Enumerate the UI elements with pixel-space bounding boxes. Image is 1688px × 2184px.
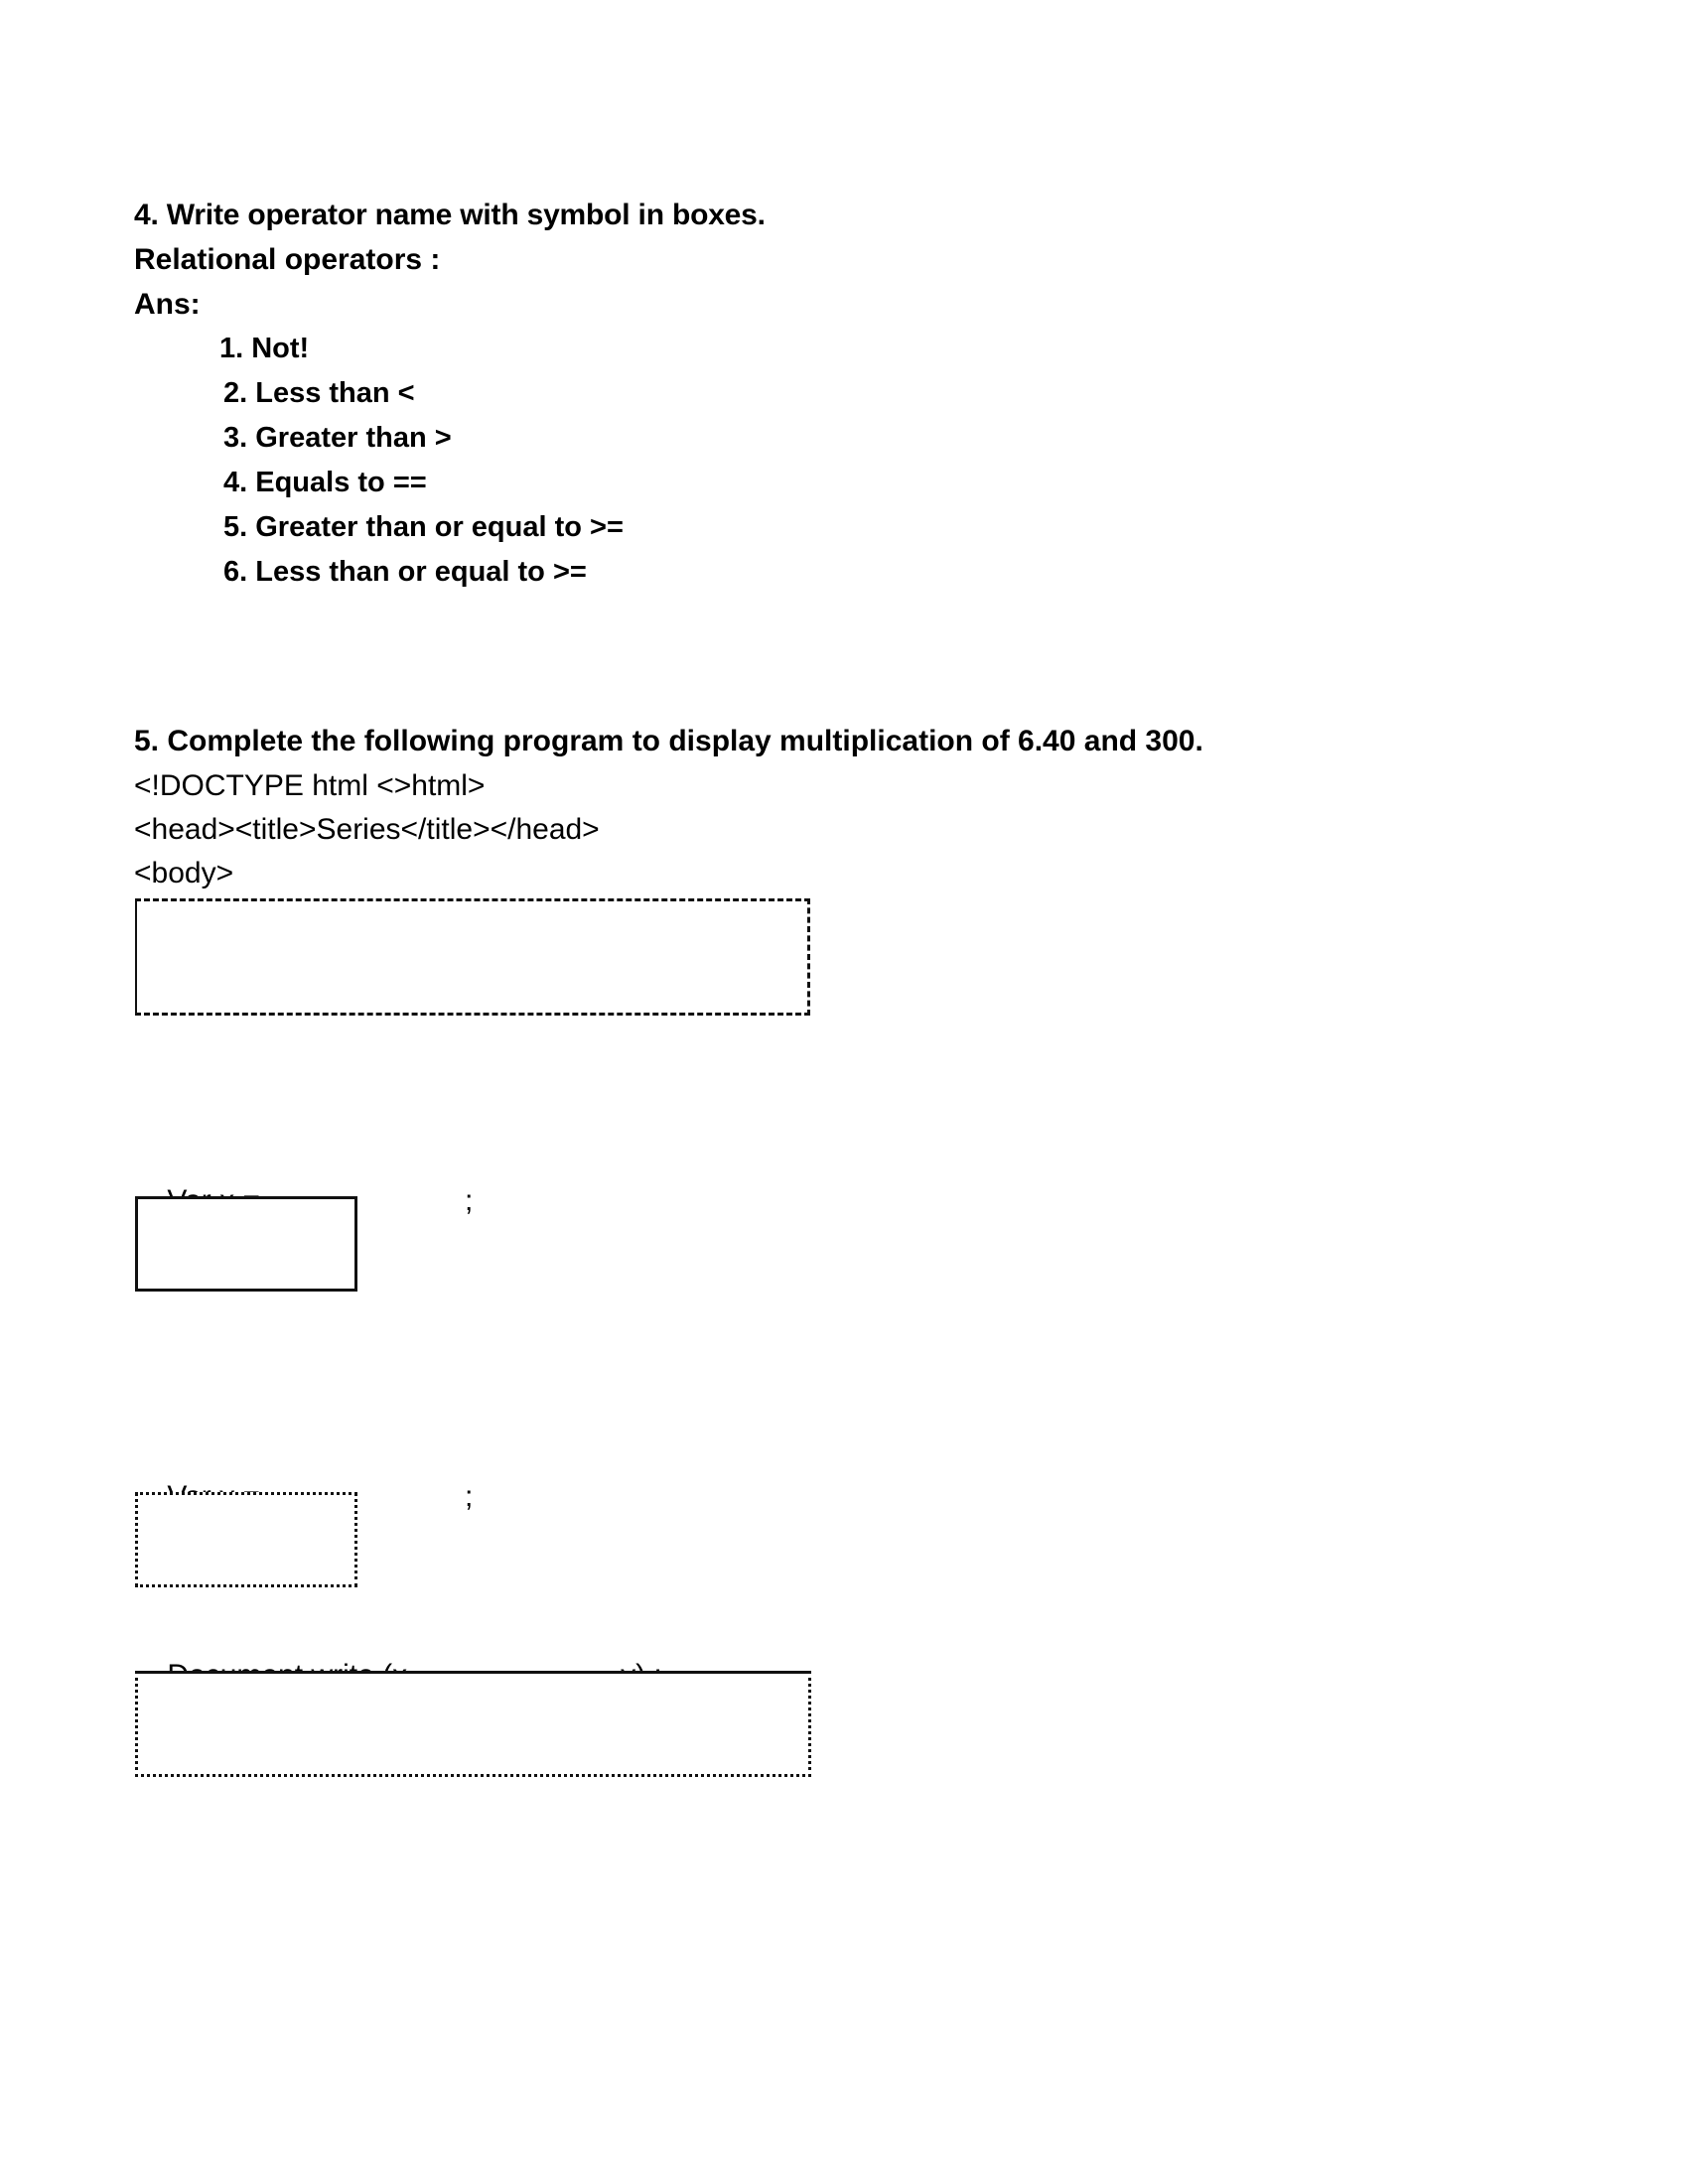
code-line-body: <body> xyxy=(134,857,234,889)
relational-operators-list xyxy=(134,327,1425,595)
list-item: 3. Greater than > xyxy=(223,422,452,454)
question-4-answer-label: Ans: xyxy=(134,288,201,321)
answer-box-var-x[interactable] xyxy=(135,1196,357,1292)
list-item: 2. Less than < xyxy=(223,377,415,409)
code-line-head: <head><title>Series</title></head> xyxy=(134,813,600,846)
answer-box-document-write[interactable] xyxy=(135,1671,811,1777)
question-5-block xyxy=(134,718,1524,895)
answer-box-body[interactable] xyxy=(135,898,810,1016)
list-item: 6. Less than or equal to >= xyxy=(223,556,587,588)
question-4-heading: 4. Write operator name with symbol in boxes. xyxy=(134,199,766,231)
list-item: 5. Greater than or equal to >= xyxy=(223,511,624,543)
question-5-heading: 5. Complete the following program to display multiplication of 6.40 and 300. xyxy=(134,725,1203,757)
statement-var-x-terminator: ; xyxy=(465,1184,474,1217)
list-item: 4. Equals to == xyxy=(223,467,427,498)
list-item: 1. Not! xyxy=(219,333,310,364)
statement-var-y-terminator: ; xyxy=(465,1480,474,1513)
question-4-subheading: Relational operators : xyxy=(134,243,441,276)
question-4-block xyxy=(134,193,1425,595)
code-line-doctype: <!DOCTYPE html <>html> xyxy=(134,769,486,802)
answer-box-var-y[interactable] xyxy=(135,1492,357,1587)
